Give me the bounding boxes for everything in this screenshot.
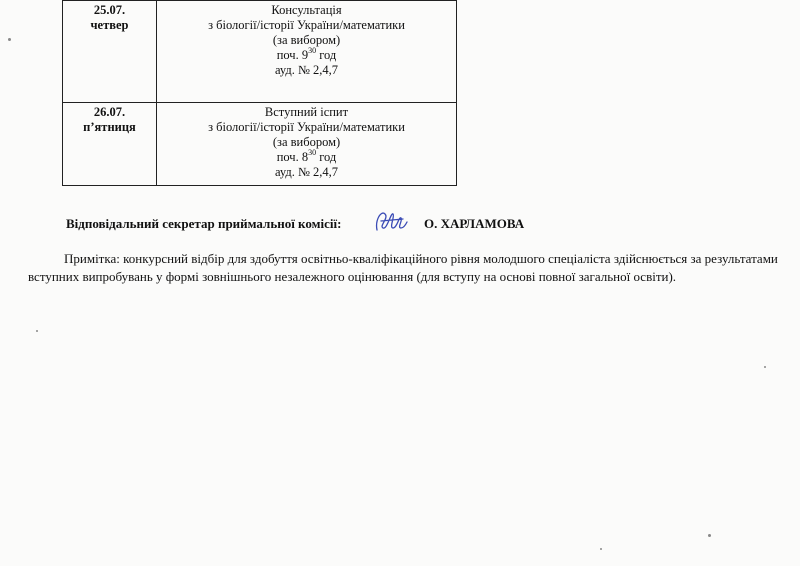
scan-speck xyxy=(8,38,11,41)
schedule-table xyxy=(62,0,457,186)
scan-speck xyxy=(36,330,38,332)
date: 26.07. xyxy=(93,105,126,119)
table-row xyxy=(63,103,457,186)
event-subjects: з біології/історії України/математики xyxy=(208,120,405,134)
event-cell xyxy=(157,1,457,103)
event-rooms: ауд. № 2,4,7 xyxy=(274,63,339,77)
event-choice: (за вибором) xyxy=(272,33,341,47)
scan-speck xyxy=(708,534,711,537)
scan-speck xyxy=(600,548,602,550)
event-type: Вступний іспит xyxy=(264,105,349,119)
event-rooms: ауд. № 2,4,7 xyxy=(274,165,339,179)
footnote xyxy=(28,250,780,286)
event-subjects: з біології/історії України/математики xyxy=(208,18,405,32)
event-start-time: поч. $9^{30}$ год xyxy=(276,45,337,62)
handwritten-signature xyxy=(371,206,411,240)
event-cell xyxy=(157,103,457,186)
signature-label: Відповідальний секретар приймальної комісії: xyxy=(66,216,342,231)
date-cell xyxy=(63,1,157,103)
footnote-text: Примітка: конкурсний відбір для здобуття освітньо-кваліфікаційного рівня молодшого спеціаліста здійснюється за результатами вступних випробувань у формі зовнішнього незалежного оцінювання (для вступу на основі повної загальної освіти). xyxy=(28,251,778,284)
date-cell xyxy=(63,103,157,186)
table-row xyxy=(63,1,457,103)
event-type: Консультація xyxy=(271,3,342,17)
scan-speck xyxy=(764,366,766,368)
event-start-time: поч. $8^{30}$ год xyxy=(276,147,337,164)
signatory-name: О. ХАРЛАМОВА xyxy=(424,216,525,231)
event-choice: (за вибором) xyxy=(272,135,341,149)
weekday: четвер xyxy=(90,18,129,32)
weekday: п’ятниця xyxy=(83,120,136,134)
date: 25.07. xyxy=(93,3,126,17)
